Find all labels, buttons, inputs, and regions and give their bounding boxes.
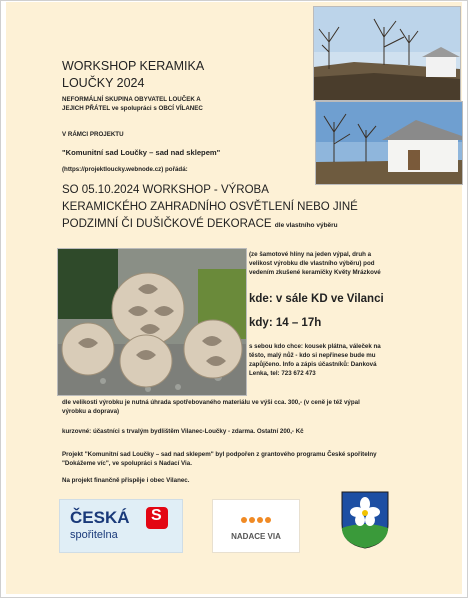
event-headline <box>62 182 358 234</box>
municipal-contribution: Na projekt finančně přispěje i obec Vilanec. <box>62 477 190 484</box>
event-line3: PODZIMNÍ ČI DUŠIČKOVÉ DEKORACE <box>62 218 272 230</box>
cs-subname: spořitelna <box>70 529 118 541</box>
event-line3-sub: dle vlastního výběru <box>274 222 338 229</box>
project-name: "Komunitní sad Loučky – sad nad sklepem" <box>62 148 221 157</box>
event-time: kdy: 14 – 17h <box>249 317 322 329</box>
vilanec-crest-icon <box>340 490 390 550</box>
bring-line3: zapůjčeno. Info a zápis účastníků: Danková <box>249 361 377 368</box>
organizer-group-line2: JEJICH PŘÁTEL ve spolupráci s OBCÍ VÍLANEC <box>62 105 203 112</box>
photo-ceramic-lanterns <box>57 248 247 396</box>
poster-title <box>62 58 204 92</box>
cs-symbol-icon: S <box>146 507 168 529</box>
bring-line2: těsto, malý nůž - kdo si nepřinese bude mu <box>249 352 376 359</box>
organizer-group <box>62 95 203 113</box>
poster-title-line1: WORKSHOP KERAMIKA <box>62 59 205 73</box>
material-fee <box>62 398 457 416</box>
event-location: kde: v sále KD ve Vilanci <box>249 293 384 305</box>
bring-line1: s sebou kdo chce: kousek plátna, váleček na <box>249 343 381 350</box>
fee-line1: dle velikosti výrobku je nutná úhrada spotřebovaného materiálu ve výši cca. 300,- (v ceně je též výpal <box>62 399 360 406</box>
project-intro: V RÁMCI PROJEKTU <box>62 131 124 138</box>
nadace-via-text: NADACE VIA <box>231 532 281 541</box>
details-line2: velikost výrobku dle vlastního výběru) pod <box>249 260 375 267</box>
project-support <box>62 450 457 468</box>
what-to-bring <box>249 342 459 378</box>
event-line2: KERAMICKÉHO ZAHRADNÍHO OSVĚTLENÍ NEBO JINÉ <box>62 201 358 213</box>
details-line1: (ze šamotové hlíny na jeden výpal, druh a <box>249 251 372 258</box>
photo-cellar-building <box>315 101 463 185</box>
support-line2: "Dokážeme víc", ve spolupráci s Nadací Via. <box>62 460 192 467</box>
support-line1: Projekt "Komunitní sad Loučky – sad nad sklepem" byl podpořen z grantového programu České spořitelny <box>62 451 377 458</box>
nadace-via-dots-icon <box>213 510 299 530</box>
photo-orchard-hill <box>313 6 461 101</box>
ceska-sporitelna-logo <box>59 499 183 553</box>
course-fee: kurzovné: účastníci s trvalým bydlištěm Vilanec-Loučky - zdarma. Ostatní 200,- Kč <box>62 428 304 435</box>
fee-line2: výrobku a doprava) <box>62 408 120 415</box>
project-url: (https://projektloucky.webnode.cz) pořádá: <box>62 166 188 173</box>
cs-name: ČESKÁ <box>70 508 130 527</box>
poster-page <box>6 2 462 594</box>
poster-title-line2: LOUČKY 2024 <box>62 76 145 90</box>
nadace-via-logo <box>212 499 300 553</box>
organizer-group-line1: NEFORMÁLNÍ SKUPINA OBYVATEL LOUČEK A <box>62 96 201 103</box>
workshop-details <box>249 250 459 277</box>
event-line1: SO 05.10.2024 WORKSHOP - VÝROBA <box>62 184 269 196</box>
details-line3: vedením zkušené keramičky Květy Mrázkové <box>249 269 381 276</box>
bring-line4: Lenka, tel: 723 672 473 <box>249 370 316 377</box>
